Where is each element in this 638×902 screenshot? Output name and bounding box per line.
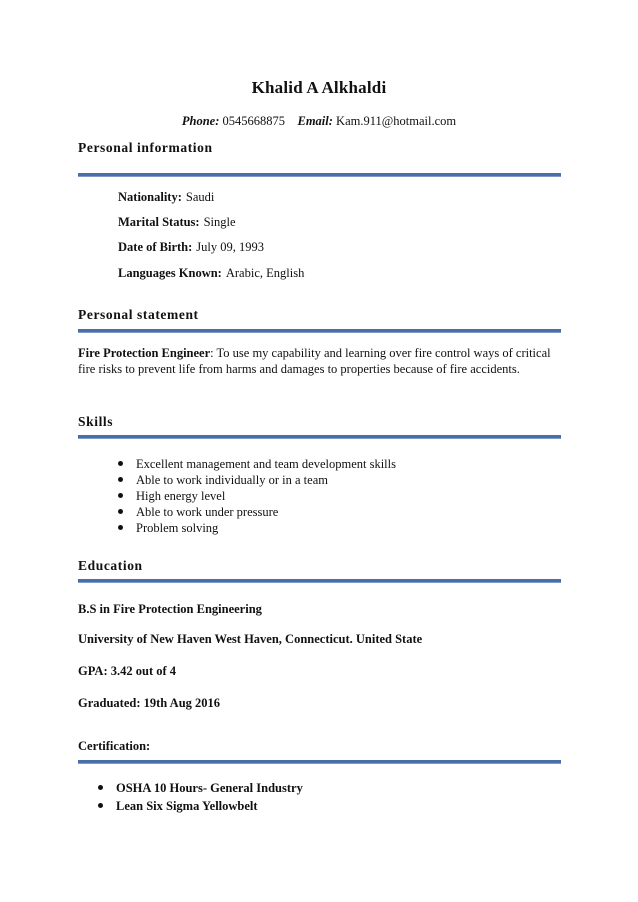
list-item: High energy level (118, 488, 396, 504)
field-languages (118, 266, 304, 281)
email-value: Kam.911@hotmail.com (336, 114, 457, 128)
field-label: Marital Status: (118, 215, 200, 229)
field-label: Languages Known: (118, 266, 222, 280)
statement-lead: Fire Protection Engineer (78, 346, 211, 360)
section-divider (78, 579, 561, 583)
field-marital-status (118, 215, 236, 230)
section-title-skills: Skills (78, 414, 114, 429)
candidate-name: Khalid A Alkhaldi (251, 78, 387, 97)
section-title-certification: Certification: (78, 739, 151, 753)
phone-label: Phone: (181, 114, 220, 128)
field-label: Nationality: (118, 190, 182, 204)
field-date-of-birth (118, 240, 264, 255)
email-label: Email: (297, 114, 333, 128)
education-university: University of New Haven West Haven, Connecticut. United State (78, 632, 423, 646)
education-graduated: Graduated: 19th Aug 2016 (78, 696, 221, 710)
statement-text: : To use my capability and learning over fire control ways of critical fire risks to prevent life from harms and damages to properties because of fire accidents. (78, 346, 551, 376)
field-value: July 09, 1993 (196, 240, 265, 254)
personal-statement (78, 345, 558, 377)
section-title-education: Education (78, 558, 143, 573)
field-value: Saudi (185, 190, 215, 204)
education-degree: B.S in Fire Protection Engineering (78, 602, 262, 616)
list-item: Problem solving (118, 520, 396, 536)
section-title-personal-statement: Personal statement (78, 307, 199, 322)
field-value: Arabic, English (225, 266, 305, 280)
list-item: Able to work under pressure (118, 504, 396, 520)
section-divider (78, 173, 561, 177)
list-item: Able to work individually or in a team (118, 472, 396, 488)
field-value: Single (203, 215, 236, 229)
skills-list (118, 456, 396, 536)
field-nationality (118, 190, 214, 205)
list-item: OSHA 10 Hours- General Industry (98, 779, 303, 797)
section-divider (78, 760, 561, 764)
section-divider (78, 435, 561, 439)
list-item: Excellent management and team development skills (118, 456, 396, 472)
certification-list (98, 779, 303, 815)
section-divider (78, 329, 561, 333)
section-title-personal-info: Personal information (78, 140, 213, 155)
contact-line (0, 114, 638, 129)
field-label: Date of Birth: (118, 240, 193, 254)
phone-value: 0545668875 (222, 114, 285, 128)
education-gpa: GPA: 3.42 out of 4 (78, 664, 177, 678)
list-item: Lean Six Sigma Yellowbelt (98, 797, 303, 815)
